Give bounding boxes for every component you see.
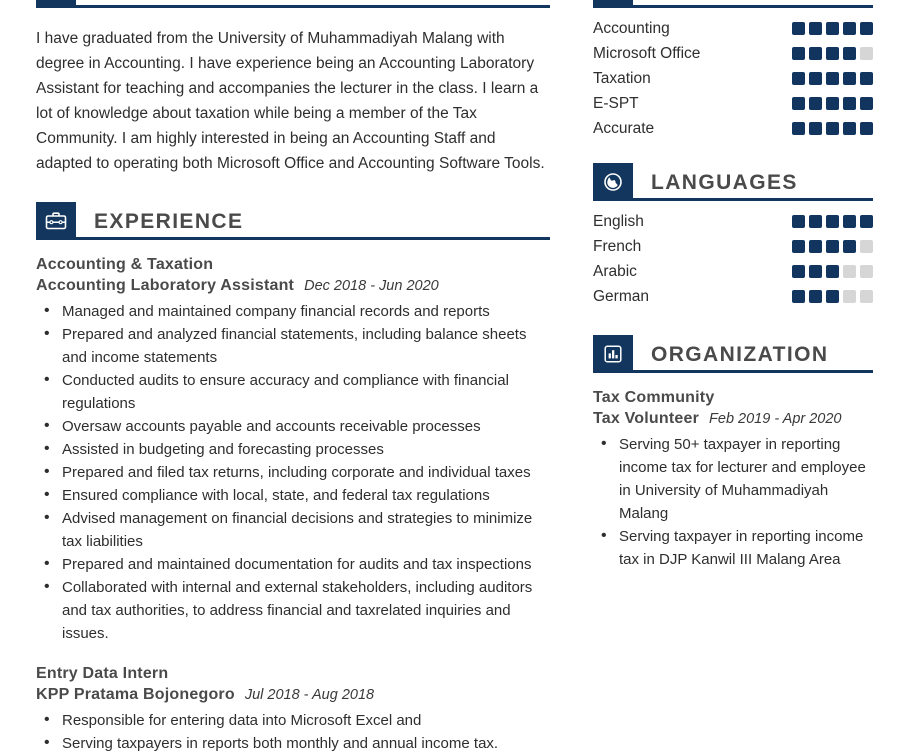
rating-square-filled xyxy=(809,265,822,278)
section-header-organization xyxy=(593,335,873,373)
languages-list xyxy=(593,209,873,309)
list-item: • Serving taxpayer in reporting income tax in DJP Kanwil III Malang Area xyxy=(593,525,873,571)
rating-square-filled xyxy=(792,290,805,303)
left-column xyxy=(36,0,550,755)
entry-role-line xyxy=(36,275,550,297)
language-rating xyxy=(792,215,873,228)
right-column xyxy=(593,0,873,571)
language-row xyxy=(593,259,873,284)
language-row xyxy=(593,209,873,234)
skill-row xyxy=(593,41,873,66)
profile-summary: I have graduated from the University of Muhammadiyah Malang with degree in Accounting. I have experience being an Accounting Laboratory Assistant for teaching and accompanies the lecturer in the class. I learn a lot of knowledge about taxation while being a member of the Tax Community. I am highly interested in being an Accounting Staff and adapted to operating both Microsoft Office and Accounting Software Tools. xyxy=(36,30,545,172)
entry-role-line xyxy=(593,408,873,430)
rating-square-filled xyxy=(809,22,822,35)
rating-square-empty xyxy=(843,265,856,278)
bar-chart-icon xyxy=(593,335,633,373)
skill-row xyxy=(593,116,873,141)
rating-square-empty xyxy=(843,290,856,303)
list-item: • Assisted in budgeting and forecasting processes xyxy=(36,438,550,461)
skill-rating xyxy=(792,122,873,135)
briefcase-icon xyxy=(36,202,76,240)
rating-square-filled xyxy=(843,97,856,110)
rating-square-filled xyxy=(826,47,839,60)
spacer xyxy=(593,309,873,335)
skill-rating xyxy=(792,47,873,60)
skill-label: Microsoft Office xyxy=(593,45,701,62)
entry-organization: Tax Community xyxy=(593,389,715,406)
rating-square-filled xyxy=(860,22,873,35)
skill-rating xyxy=(792,72,873,85)
entry-bullet-list xyxy=(36,300,550,645)
spacer xyxy=(593,141,873,163)
globe-icon xyxy=(593,163,633,201)
skill-rating xyxy=(792,97,873,110)
rating-square-filled xyxy=(826,240,839,253)
entry-bullet-list xyxy=(36,709,550,755)
list-item: • Serving taxpayers in reports both monthly and annual income tax. xyxy=(36,732,550,755)
list-item: • Prepared and maintained documentation for audits and tax inspections xyxy=(36,553,550,576)
list-item: • Conducted audits to ensure accuracy and compliance with financial regulations xyxy=(36,369,550,415)
rating-square-filled xyxy=(860,72,873,85)
language-row xyxy=(593,284,873,309)
skill-row xyxy=(593,91,873,116)
section-header-experience xyxy=(36,202,550,240)
section-header-cut-right xyxy=(593,0,873,8)
language-label: Arabic xyxy=(593,263,637,280)
section-rule-partial xyxy=(76,5,550,8)
section-rule-partial xyxy=(633,5,873,8)
skill-label: Accurate xyxy=(593,120,655,137)
rating-square-filled xyxy=(843,215,856,228)
entry-role: Tax Volunteer xyxy=(593,410,700,427)
language-label: French xyxy=(593,238,642,255)
entry-dates: Dec 2018 - Jun 2020 xyxy=(304,278,439,294)
rating-square-filled xyxy=(792,215,805,228)
entry-organization: Entry Data Intern xyxy=(36,665,169,682)
rating-square-empty xyxy=(860,47,873,60)
section-header-cut-left xyxy=(36,0,550,8)
rating-square-filled xyxy=(809,215,822,228)
skill-label: Taxation xyxy=(593,70,651,87)
rating-square-filled xyxy=(792,97,805,110)
rating-square-filled xyxy=(792,122,805,135)
rating-square-filled xyxy=(792,22,805,35)
list-item: • Collaborated with internal and external stakeholders, including auditors and tax authorities, to address financial and taxrelated inquiries and issues. xyxy=(36,576,550,645)
list-item: • Prepared and filed tax returns, including corporate and individual taxes xyxy=(36,461,550,484)
language-label: English xyxy=(593,213,644,230)
rating-square-filled xyxy=(809,240,822,253)
list-item: • Managed and maintained company financial records and reports xyxy=(36,300,550,323)
rating-square-filled xyxy=(826,290,839,303)
section-title-organization: ORGANIZATION xyxy=(651,342,829,366)
language-label: German xyxy=(593,288,649,305)
section-rule xyxy=(633,198,873,201)
skill-rating xyxy=(792,22,873,35)
organization-entry xyxy=(593,387,873,571)
rating-square-filled xyxy=(843,72,856,85)
rating-square-empty xyxy=(860,290,873,303)
section-title-languages: LANGUAGES xyxy=(651,170,798,194)
list-item: • Advised management on financial decisions and strategies to minimize tax liabilities xyxy=(36,507,550,553)
rating-square-filled xyxy=(792,47,805,60)
skill-row xyxy=(593,66,873,91)
experience-entry xyxy=(36,663,550,755)
section-badge-partial xyxy=(593,0,633,8)
rating-square-filled xyxy=(826,22,839,35)
rating-square-filled xyxy=(826,122,839,135)
entry-dates: Feb 2019 - Apr 2020 xyxy=(709,411,842,427)
rating-square-filled xyxy=(809,122,822,135)
rating-square-filled xyxy=(809,47,822,60)
skill-row xyxy=(593,16,873,41)
list-item: • Ensured compliance with local, state, and federal tax regulations xyxy=(36,484,550,507)
entry-role-line xyxy=(36,684,550,706)
rating-square-empty xyxy=(860,240,873,253)
language-row xyxy=(593,234,873,259)
section-header-languages xyxy=(593,163,873,201)
rating-square-filled xyxy=(843,122,856,135)
rating-square-filled xyxy=(860,122,873,135)
rating-square-filled xyxy=(809,72,822,85)
rating-square-filled xyxy=(843,240,856,253)
rating-square-filled xyxy=(826,97,839,110)
entry-dates: Jul 2018 - Aug 2018 xyxy=(244,687,375,703)
language-rating xyxy=(792,265,873,278)
entry-role: Accounting Laboratory Assistant xyxy=(36,277,295,294)
rating-square-filled xyxy=(860,215,873,228)
language-rating xyxy=(792,240,873,253)
section-title-experience: EXPERIENCE xyxy=(94,209,244,233)
rating-square-filled xyxy=(792,72,805,85)
skill-label: Accounting xyxy=(593,20,670,37)
experience-entry xyxy=(36,254,550,645)
skills-list xyxy=(593,16,873,141)
language-rating xyxy=(792,290,873,303)
list-item: • Responsible for entering data into Microsoft Excel and xyxy=(36,709,550,732)
list-item: • Oversaw accounts payable and accounts receivable processes xyxy=(36,415,550,438)
rating-square-filled xyxy=(826,72,839,85)
rating-square-filled xyxy=(826,215,839,228)
rating-square-empty xyxy=(860,265,873,278)
entry-bullet-list xyxy=(593,433,873,571)
section-rule xyxy=(633,370,873,373)
rating-square-filled xyxy=(792,265,805,278)
list-item: • Serving 50+ taxpayer in reporting income tax for lecturer and employee in University of Muhammadiyah Malang xyxy=(593,433,873,525)
rating-square-filled xyxy=(843,22,856,35)
rating-square-filled xyxy=(843,47,856,60)
list-item: • Prepared and analyzed financial statements, including balance sheets and income statements xyxy=(36,323,550,369)
rating-square-filled xyxy=(792,240,805,253)
section-badge-partial xyxy=(36,0,76,8)
entry-organization: Accounting & Taxation xyxy=(36,256,214,273)
skill-label: E-SPT xyxy=(593,95,639,112)
rating-square-filled xyxy=(860,97,873,110)
rating-square-filled xyxy=(809,290,822,303)
rating-square-filled xyxy=(809,97,822,110)
section-rule xyxy=(76,237,550,240)
rating-square-filled xyxy=(826,265,839,278)
entry-role: KPP Pratama Bojonegoro xyxy=(36,686,235,703)
